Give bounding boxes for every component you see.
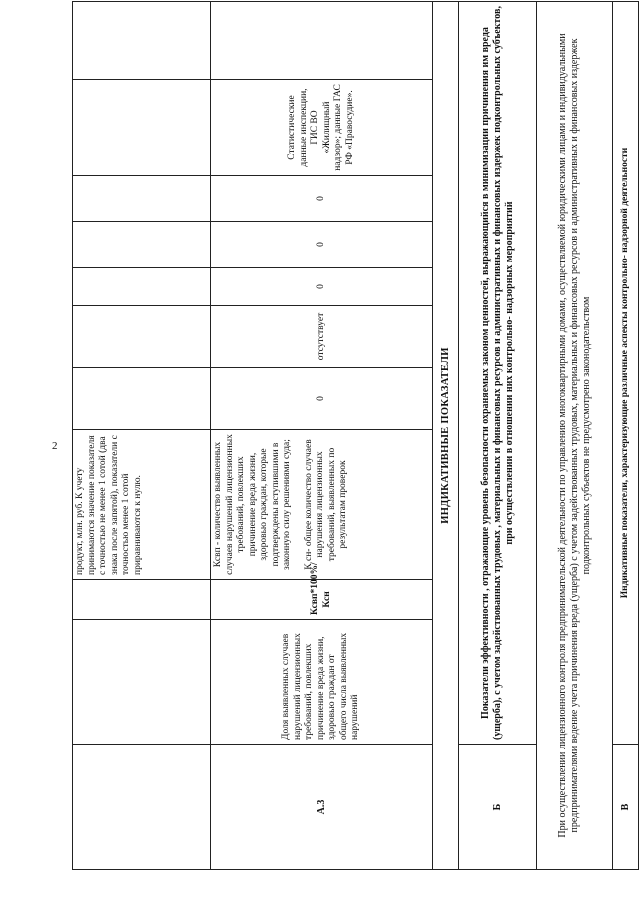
cell-empty: [211, 2, 433, 80]
note-text: При осуществлении лицензионного контроля предпринимательской деятельности по управлению многоквартирными домами, осуществляемой юридическими лицами и индивидуальными предпринимателями ведение учета причинения вреда (ущерба) с учетом задействованных трудовых, материальных и финансовых ресурсов и административных и финансовых издержек подконтрольных субъектов не предусмотрено законодательством: [537, 2, 613, 870]
cell-empty: [73, 222, 211, 268]
cell-empty: [73, 580, 211, 620]
cell-empty: [73, 176, 211, 222]
table-row-note: [537, 2, 613, 870]
value-2: отсутствует: [211, 306, 433, 368]
indicator-description: [211, 430, 433, 580]
table-row-b: [459, 2, 537, 870]
indicators-table: [72, 1, 639, 870]
value-5: 0: [211, 176, 433, 222]
row-code: Б: [459, 745, 537, 870]
row-v-text: Индикативные показатели, характеризующие различные аспекты контрольно- надзорной деятельности: [613, 2, 639, 745]
value-4: 0: [211, 222, 433, 268]
row-code: А.3: [211, 745, 433, 870]
section-header-row: [433, 2, 459, 870]
section-header: ИНДИКАТИВНЫЕ ПОКАЗАТЕЛИ: [433, 2, 459, 870]
cell-empty: [73, 745, 211, 870]
indicator-name: Доля выявленных случаев нарушений лицензионных требований, повлекших причинение вреда жизни, здоровью граждан от общего числа выявленных нарушений: [211, 620, 433, 745]
value-3: 0: [211, 268, 433, 306]
data-source: Статистические данные инспекции, ГИС ВО «Жилищный надзор»; данные ГАС РФ «Правосудие».: [211, 80, 433, 176]
page-number: 2: [52, 440, 58, 452]
cell-empty: [73, 80, 211, 176]
table-row-a3: [211, 2, 433, 870]
cell-empty: [73, 268, 211, 306]
row-code: В: [613, 745, 639, 870]
cell-empty: [73, 306, 211, 368]
row-b-text: Показатели эффективности , отражающие уровень безопасности охраняемых законом ценностей, выражающийся в минимизации причинения им вреда (ущерба), с учетом задействованных трудовых , материальных и финансовых ресурсов и административных и финансовых издержек подконтрольных субъектов, при осуществлении в отношении них контрольно- надзорных мероприятий: [459, 2, 537, 745]
table-row: [73, 2, 211, 870]
cell-empty: [73, 368, 211, 430]
cell-empty: [73, 620, 211, 745]
cell-empty: [73, 2, 211, 80]
indicator-formula: Ксвп*100%/ Ксн: [211, 580, 433, 620]
description-part-1: Ксвп - количество выявленных случаев нарушений лицензионных требований, повлекших причинение вреда жизни, здоровью граждан, которые подтверждены вступившими в законную силу решениями суда;: [213, 434, 292, 575]
value-1: 0: [211, 368, 433, 430]
table-row-v: [613, 2, 639, 870]
description-part-2: К сн- общее количество случаев нарушения лицензионных требований, выявленных по результатам проверок: [303, 439, 348, 570]
formula-note-continued: продукт, млн. руб. К учету принимаются значение показателя с точностью не менее 1 сотой (два знака после запятой), показатели с точностью менее 1 сотой приравниваются к нулю.: [73, 430, 211, 580]
